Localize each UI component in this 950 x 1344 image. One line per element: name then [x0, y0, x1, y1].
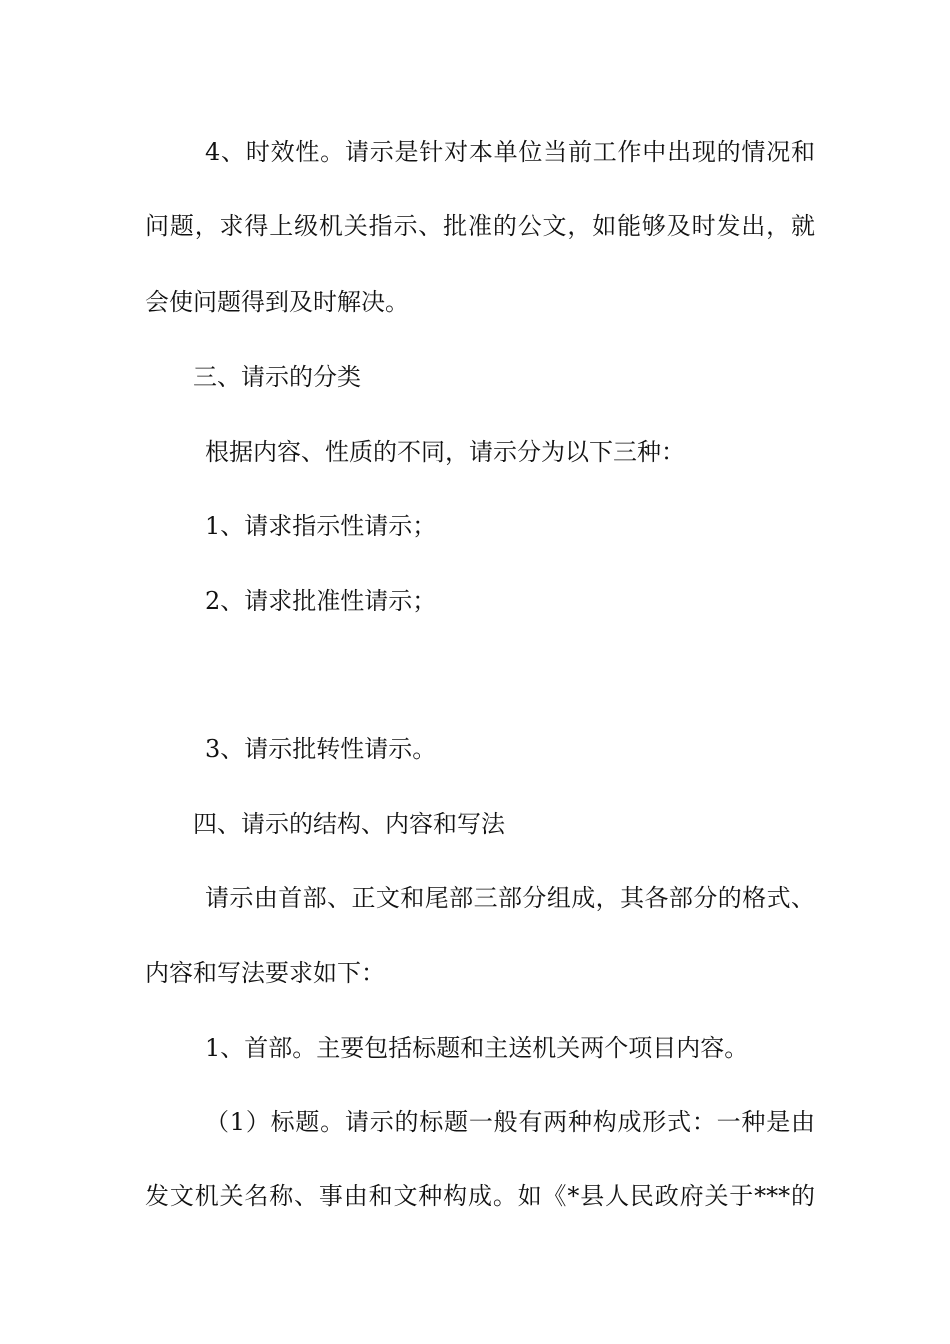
paragraph-line: 1、首部。主要包括标题和主送机关两个项目内容。 [205, 1034, 749, 1062]
section-heading: 三、请示的分类 [193, 363, 361, 391]
list-item: 1、请求指示性请示； [205, 512, 437, 540]
paragraph-line: 4、时效性。请示是针对本单位当前工作中出现的情况和 [205, 138, 815, 166]
paragraph-line: （1）标题。请示的标题一般有两种构成形式：一种是由 [205, 1108, 815, 1136]
paragraph-line: 发文机关名称、事由和文种构成。如《*县人民政府关于***的 [145, 1182, 815, 1210]
paragraph-line: 会使问题得到及时解决。 [145, 288, 409, 316]
list-item: 3、请示批转性请示。 [205, 735, 437, 763]
list-item: 2、请求批准性请示； [205, 587, 437, 615]
paragraph-line: 根据内容、性质的不同，请示分为以下三种： [205, 438, 685, 466]
paragraph-line: 内容和写法要求如下： [145, 959, 385, 987]
section-heading: 四、请示的结构、内容和写法 [193, 810, 505, 838]
paragraph-line: 请示由首部、正文和尾部三部分组成，其各部分的格式、 [205, 884, 815, 912]
paragraph-line: 问题，求得上级机关指示、批准的公文，如能够及时发出，就 [145, 212, 815, 240]
